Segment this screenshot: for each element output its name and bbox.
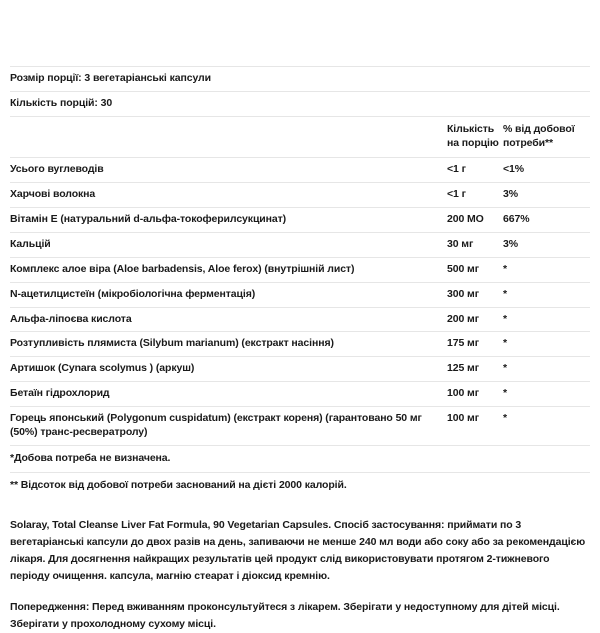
nutrient-name: N-ацетилцистеїн (мікробіологічна ферментація) [10, 282, 447, 307]
table-row [10, 407, 590, 446]
nutrient-daily-value: 667% [503, 207, 590, 232]
nutrient-daily-value: * [503, 332, 590, 357]
nutrient-daily-value: * [503, 382, 590, 407]
table-body [10, 67, 590, 500]
footnote-text: *Добова потреба не визначена. [10, 446, 590, 473]
table-row [10, 207, 590, 232]
table-row [10, 182, 590, 207]
table-header-row [10, 116, 590, 157]
nutrient-daily-value: * [503, 257, 590, 282]
table-row [10, 282, 590, 307]
nutrient-amount: 500 мг [447, 257, 503, 282]
header-percent-daily-value: % від добової потреби** [503, 116, 590, 157]
nutrient-daily-value: * [503, 307, 590, 332]
footnote-row-2000-calorie-diet [10, 473, 590, 499]
table-row [10, 257, 590, 282]
table-row [10, 232, 590, 257]
product-description [10, 517, 590, 633]
nutrient-daily-value: 3% [503, 232, 590, 257]
nutrient-amount: 200 мг [447, 307, 503, 332]
nutrient-name: Розтупливість плямиста (Silybum marianum) (екстракт насіння) [10, 332, 447, 357]
footnote-text: ** Відсоток від добової потреби заснований на дієті 2000 калорій. [10, 473, 590, 499]
header-amount-per-serving: Кількість на порцію [447, 116, 503, 157]
nutrient-amount: <1 г [447, 182, 503, 207]
table-row [10, 357, 590, 382]
nutrient-name: Кальцій [10, 232, 447, 257]
supplement-facts-table [10, 66, 590, 499]
nutrient-name: Горець японський (Polygonum cuspidatum) (екстракт кореня) (гарантовано 50 мг (50%) транс-ресвератролу) [10, 407, 447, 446]
top-spacer [10, 0, 590, 66]
nutrient-amount: <1 г [447, 157, 503, 182]
nutrient-name: Альфа-ліпоєва кислота [10, 307, 447, 332]
nutrient-daily-value: * [503, 407, 590, 446]
nutrient-daily-value: * [503, 282, 590, 307]
nutrient-amount: 125 мг [447, 357, 503, 382]
table-row [10, 157, 590, 182]
nutrient-name: Вітамін Е (натуральний d-альфа-токоферилсукцинат) [10, 207, 447, 232]
nutrient-amount: 100 мг [447, 407, 503, 446]
nutrient-name: Бетаїн гідрохлорид [10, 382, 447, 407]
table-row [10, 307, 590, 332]
nutrient-daily-value: 3% [503, 182, 590, 207]
warning-paragraph: Попередження: Перед вживанням проконсультуйтеся з лікарем. Зберігати у недоступному для дітей місці. Зберігати у прохолодному сухому місці. [10, 601, 560, 631]
servings-per-container-text: Кількість порцій: 30 [10, 91, 590, 116]
footnote-row-daily-value-not-established [10, 446, 590, 473]
serving-size-text: Розмір порції: 3 вегетаріанські капсули [10, 67, 590, 92]
table-row [10, 382, 590, 407]
nutrient-name: Артишок (Cynara scolymus ) (аркуш) [10, 357, 447, 382]
nutrient-amount: 30 мг [447, 232, 503, 257]
nutrient-amount: 175 мг [447, 332, 503, 357]
nutrient-amount: 300 мг [447, 282, 503, 307]
nutrient-amount: 200 МО [447, 207, 503, 232]
directions-paragraph: Solaray, Total Cleanse Liver Fat Formula, 90 Vegetarian Capsules. Спосіб застосування: приймати по 3 вегетаріанські капсули до двох разів на день, запиваючи не менше 240 мл води або соку або за рекомендацією лікаря. Для досягнення найкращих результатів цей продукт слід використовувати протягом 2-тижневого періоду очищення. капсула, магнію стеарат і діоксид кремнію. [10, 519, 586, 583]
table-row [10, 332, 590, 357]
nutrient-daily-value: * [503, 357, 590, 382]
nutrient-amount: 100 мг [447, 382, 503, 407]
serving-size-row [10, 67, 590, 92]
nutrient-name: Комплекс алое віра (Aloe barbadensis, Aloe ferox) (внутрішній лист) [10, 257, 447, 282]
servings-per-container-row [10, 91, 590, 116]
header-name [10, 116, 447, 157]
nutrient-name: Усього вуглеводів [10, 157, 447, 182]
nutrient-name: Харчові волокна [10, 182, 447, 207]
nutrient-daily-value: <1% [503, 157, 590, 182]
